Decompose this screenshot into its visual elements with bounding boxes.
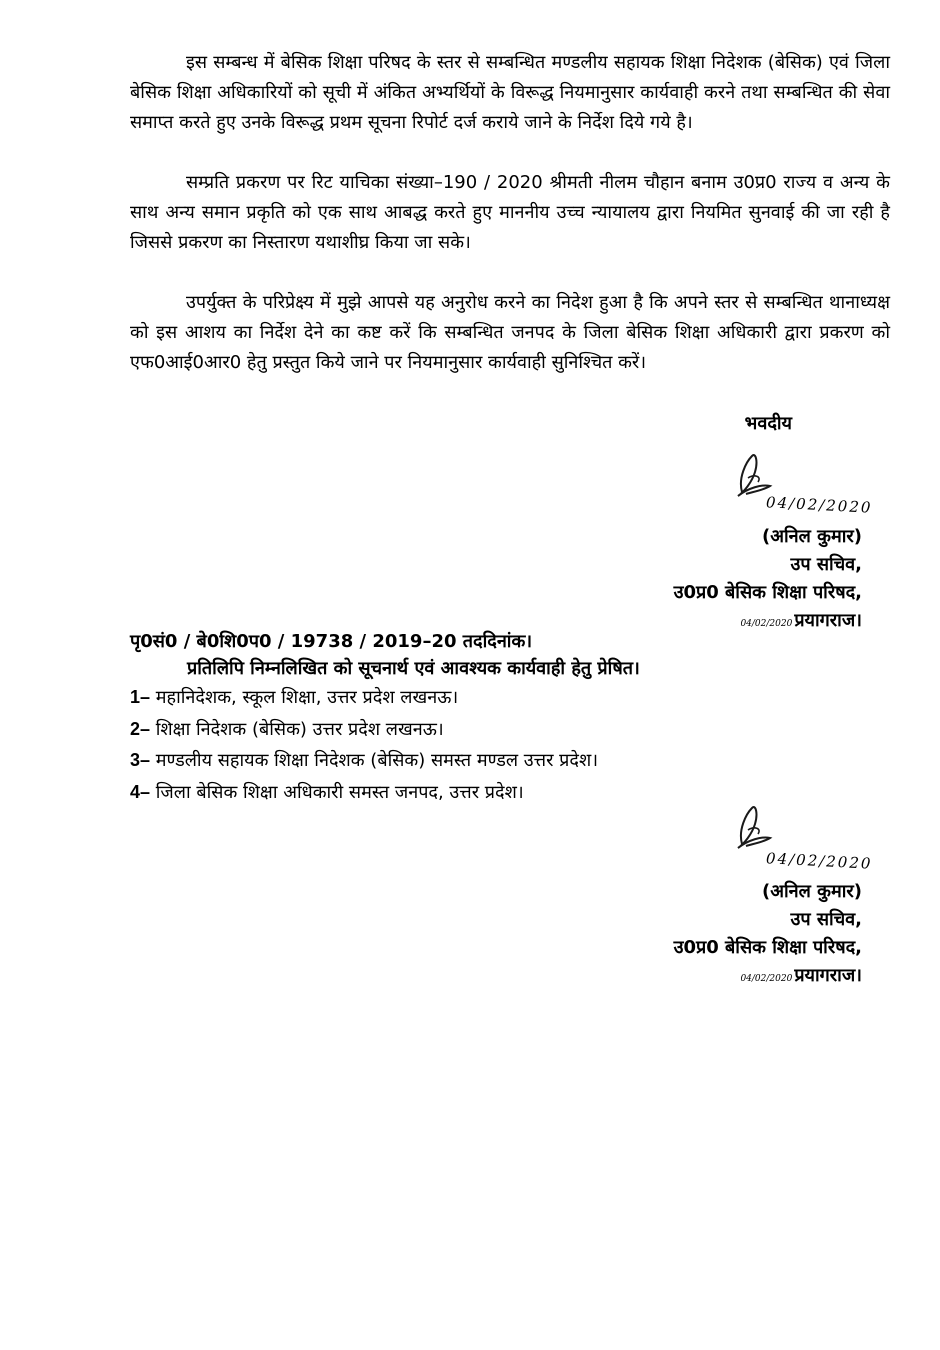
signatory-place-line-1 bbox=[532, 607, 862, 638]
signatory-place-1: प्रयागराज। bbox=[794, 610, 862, 631]
list-item bbox=[130, 682, 598, 714]
signatory-place-line-2 bbox=[532, 962, 862, 993]
signature-1-date: 04/02/2020 bbox=[765, 493, 873, 517]
list-item bbox=[130, 714, 598, 746]
item-number: 2– bbox=[130, 718, 151, 739]
signatory-name-2: (अनिल कुमार) bbox=[762, 881, 862, 902]
initial-date-1: 04/02/2020 bbox=[740, 619, 793, 629]
signatory-office-1: उ0प्र0 बेसिक शिक्षा परिषद, bbox=[673, 582, 862, 603]
reference-number: पृ0सं0 / बे0शि0प0 / 19738 / 2019–20 तददिनांक। bbox=[130, 631, 533, 652]
paragraph-2: सम्प्रति प्रकरण पर रिट याचिका संख्या–190 / 2020 श्रीमती नीलम चौहान बनाम उ0प्र0 राज्य व अन्य के साथ अन्य समान प्रकृति को एक साथ आबद्ध करते हुए माननीय उच्च न्यायालय द्वारा नियमित सुनवाई की जा रही है जिससे प्रकरण का निस्तारण यथाशीघ्र किया जा सके। bbox=[130, 172, 890, 253]
item-number: 3– bbox=[130, 750, 151, 770]
paragraph-3: उपर्युक्त के परिप्रेक्ष्य में मुझे आपसे यह अनुरोध करने का निदेश हुआ है कि अपने स्तर से सम्बन्धित थानाध्यक्ष को इस आशय का निर्देश देने का कष्ट करें कि सम्बन्धित जनपद के जिला बेसिक शिक्षा अधिकारी द्वारा प्रकरण को एफ0आई0आर0 हेतु प्रस्तुत किये जाने पर नियमानुसार कार्यवाही सुनिश्चित करें। bbox=[130, 292, 890, 373]
signatory-designation-2: उप सचिव, bbox=[790, 909, 862, 930]
item-number: 1– bbox=[130, 687, 151, 707]
list-item bbox=[130, 777, 598, 809]
signature-1-scribble bbox=[728, 448, 868, 528]
signatory-name-1: (अनिल कुमार) bbox=[762, 526, 862, 547]
recipient-list bbox=[130, 682, 598, 808]
signature-block-1 bbox=[532, 523, 862, 638]
item-text: मण्डलीय सहायक शिक्षा निदेशक (बेसिक) समस्त मण्डल उत्तर प्रदेश। bbox=[155, 750, 599, 771]
item-text: महानिदेशक, स्कूल शिक्षा, उत्तर प्रदेश लखनऊ। bbox=[155, 687, 459, 708]
signature-block-2 bbox=[532, 878, 862, 993]
paragraph-1: इस सम्बन्ध में बेसिक शिक्षा परिषद के स्तर से सम्बन्धित मण्डलीय सहायक शिक्षा निदेशक (बेसिक) एवं जिला बेसिक शिक्षा अधिकारियों को सूची में अंकित अभ्यर्थियों के विरूद्ध नियमानुसार कार्यवाही करने तथा सम्बन्धित की सेवा समाप्त करते हुए उनके विरूद्ध प्रथम सूचना रिपोर्ट दर्ज कराये जाने के निर्देश दिये गये है। bbox=[130, 52, 890, 133]
item-text: शिक्षा निदेशक (बेसिक) उत्तर प्रदेश लखनऊ। bbox=[155, 718, 444, 740]
closing-text bbox=[592, 410, 792, 438]
item-text: जिला बेसिक शिक्षा अधिकारी समस्त जनपद, उत्तर प्रदेश। bbox=[155, 781, 524, 803]
signature-2-date: 04/02/2020 bbox=[765, 849, 873, 873]
copy-intro: प्रतिलिपि निम्नलिखित को सूचनार्थ एवं आवश्यक कार्यवाही हेतु प्रेषित। bbox=[187, 658, 640, 679]
list-item bbox=[130, 745, 598, 777]
item-number: 4– bbox=[130, 781, 151, 802]
initial-date-2: 04/02/2020 bbox=[740, 974, 793, 984]
signatory-designation-1: उप सचिव, bbox=[790, 554, 862, 575]
signatory-office-2: उ0प्र0 बेसिक शिक्षा परिषद, bbox=[673, 937, 862, 958]
signatory-place-2: प्रयागराज। bbox=[794, 965, 862, 986]
closing-word: भवदीय bbox=[744, 413, 792, 434]
